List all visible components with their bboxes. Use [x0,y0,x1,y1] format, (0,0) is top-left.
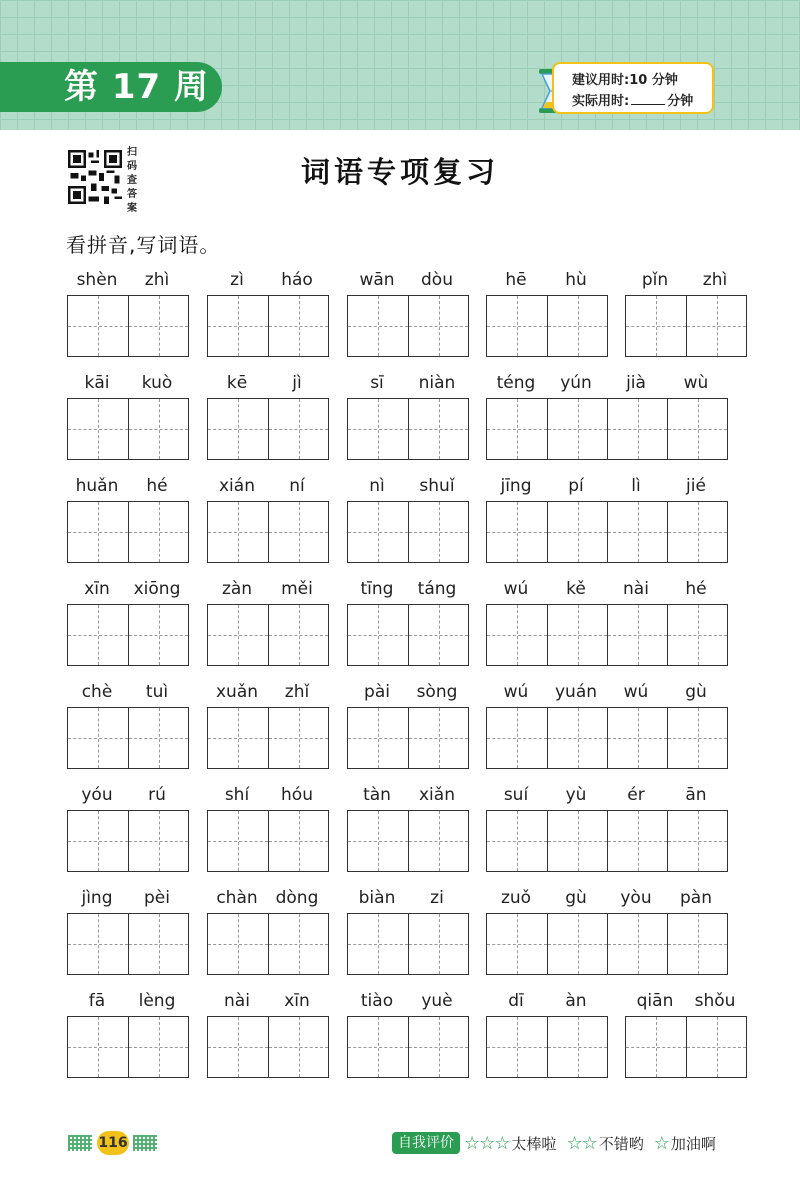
tianzige-box-row [347,707,469,769]
tianzige-cell[interactable] [547,399,607,459]
tianzige-cell[interactable] [667,811,727,871]
tianzige-cell[interactable] [348,811,408,871]
header-grid-background [0,0,800,130]
pinyin-syllable: lì [631,476,641,496]
tianzige-cell[interactable] [208,811,268,871]
star-icon[interactable]: ☆☆☆ [464,1132,510,1154]
tianzige-box-row [486,913,728,975]
pinyin-syllable: nài [224,991,250,1011]
tianzige-cell[interactable] [667,708,727,768]
qr-label: 扫码查答案 [127,147,137,214]
tianzige-cell[interactable] [686,296,746,356]
tianzige-cell[interactable] [268,1017,328,1077]
tianzige-cell[interactable] [268,708,328,768]
pinyin-syllable: kě [566,579,586,599]
pinyin-syllable: yóu [81,785,113,805]
tianzige-cell[interactable] [487,914,547,974]
tianzige-box-row [67,707,189,769]
tianzige-cell[interactable] [408,605,468,665]
pinyin-syllable: nì [369,476,385,496]
tianzige-cell[interactable] [408,708,468,768]
tianzige-cell[interactable] [487,502,547,562]
tianzige-cell[interactable] [607,811,667,871]
pinyin-syllable: hē [505,270,527,290]
pinyin-syllable: wú [503,579,529,599]
tianzige-cell[interactable] [408,296,468,356]
pinyin-syllable: jīng [500,476,532,496]
star-icon[interactable]: ☆☆ [566,1132,597,1154]
pinyin-syllable: zi [430,888,444,908]
tianzige-cell[interactable] [547,296,607,356]
tianzige-cell[interactable] [68,296,128,356]
eval-text-great: 太棒啦 [511,1134,557,1153]
time-actual-suffix: 分钟 [667,94,694,109]
tianzige-cell[interactable] [686,1017,746,1077]
pinyin-syllable: yún [560,373,592,393]
tianzige-cell[interactable] [408,914,468,974]
tianzige-cell[interactable] [208,708,268,768]
page-title: 词语专项复习 [300,155,499,189]
tianzige-cell[interactable] [487,708,547,768]
pinyin-syllable: jìng [81,888,113,908]
tianzige-cell[interactable] [68,502,128,562]
tianzige-cell[interactable] [547,914,607,974]
self-evaluation-label: 自我评价 [392,1132,460,1154]
tianzige-cell[interactable] [128,605,188,665]
pinyin-syllable: zàn [221,579,253,599]
pinyin-syllable: yù [565,785,587,805]
pinyin-syllable: shí [224,785,250,805]
tianzige-cell[interactable] [487,811,547,871]
tianzige-cell[interactable] [268,811,328,871]
tianzige-cell[interactable] [128,811,188,871]
tianzige-cell[interactable] [348,605,408,665]
pinyin-syllable: gù [565,888,587,908]
pinyin-syllable: wù [683,373,709,393]
pinyin-syllable: xuǎn [215,682,259,702]
tianzige-cell[interactable] [547,502,607,562]
pinyin-syllable: niàn [418,373,456,393]
tianzige-cell[interactable] [68,914,128,974]
pinyin-syllable: pǐn [641,270,669,290]
tianzige-cell[interactable] [128,914,188,974]
page-deco-right [133,1135,157,1151]
pinyin-syllable: wú [503,682,529,702]
tianzige-box-row [347,913,469,975]
tianzige-cell[interactable] [607,914,667,974]
tianzige-cell[interactable] [208,914,268,974]
tianzige-cell[interactable] [487,1017,547,1077]
pinyin-syllable: biàn [358,888,396,908]
tianzige-cell[interactable] [547,811,607,871]
tianzige-cell[interactable] [268,605,328,665]
pinyin-syllable: fā [88,991,106,1011]
instruction-text: 看拼音,写词语。 [66,233,221,257]
tianzige-box-row [67,398,189,460]
pinyin-syllable: yuè [421,991,453,1011]
pinyin-syllable: xiōng [133,579,181,599]
tianzige-cell[interactable] [607,708,667,768]
tianzige-cell[interactable] [348,708,408,768]
tianzige-cell[interactable] [547,708,607,768]
tianzige-cell[interactable] [348,502,408,562]
pinyin-syllable: xīn [284,991,310,1011]
tianzige-cell[interactable] [626,296,686,356]
tianzige-box-row [67,295,189,357]
pinyin-syllable: wān [359,270,395,290]
pinyin-syllable: wú [623,682,649,702]
pinyin-syllable: kē [226,373,248,393]
tianzige-cell[interactable] [68,708,128,768]
self-evaluation [392,1131,726,1155]
tianzige-box-row [486,398,728,460]
pinyin-syllable: jié [686,476,706,496]
star-icon[interactable]: ☆ [653,1132,669,1154]
pinyin-syllable: chàn [216,888,258,908]
pinyin-syllable: kāi [84,373,110,393]
tianzige-cell[interactable] [348,296,408,356]
pinyin-syllable: huǎn [75,476,119,496]
pinyin-syllable: pí [568,476,584,496]
pinyin-syllable: dòng [275,888,319,908]
tianzige-cell[interactable] [208,399,268,459]
tianzige-box-row [347,810,469,872]
tianzige-cell[interactable] [268,296,328,356]
tianzige-cell[interactable] [68,605,128,665]
tianzige-cell[interactable] [667,605,727,665]
page-number: 116 [97,1131,129,1155]
tianzige-box-row [67,1016,189,1078]
tianzige-box-row [347,501,469,563]
pinyin-syllable: hé [685,579,707,599]
tianzige-box-row [67,501,189,563]
pinyin-syllable: nài [623,579,649,599]
tianzige-cell[interactable] [268,399,328,459]
tianzige-box-row [207,501,329,563]
tianzige-box-row [207,604,329,666]
pinyin-syllable: zhǐ [284,682,310,702]
qr-code-icon[interactable] [68,150,122,204]
pinyin-syllable: ān [685,785,707,805]
eval-text-good: 不错哟 [598,1134,644,1153]
tianzige-box-row [486,810,728,872]
pinyin-syllable: pèi [144,888,170,908]
tianzige-box-row [207,707,329,769]
pinyin-syllable: kuò [141,373,173,393]
tianzige-box-row [486,501,728,563]
tianzige-cell[interactable] [408,399,468,459]
week-banner: 第 17 周 [0,62,222,112]
pinyin-syllable: shèn [76,270,118,290]
tianzige-cell[interactable] [208,1017,268,1077]
pinyin-syllable: tàn [363,785,391,805]
time-suggested: 建议用时:10 分钟 [572,73,678,88]
tianzige-cell[interactable] [68,399,128,459]
pinyin-syllable: yuán [554,682,598,702]
pinyin-syllable: hóu [281,785,313,805]
pinyin-syllable: jì [292,373,302,393]
eval-text-keep-going: 加油啊 [670,1134,716,1153]
tianzige-box-row [486,1016,608,1078]
pinyin-syllable: táng [417,579,457,599]
tianzige-cell[interactable] [607,399,667,459]
tianzige-box-row [347,1016,469,1078]
pinyin-syllable: sī [370,373,384,393]
tianzige-cell[interactable] [667,399,727,459]
tianzige-cell[interactable] [408,811,468,871]
tianzige-cell[interactable] [348,399,408,459]
tianzige-cell[interactable] [128,399,188,459]
pinyin-syllable: shǒu [694,991,736,1011]
pinyin-syllable: sòng [416,682,458,702]
time-box [552,62,714,114]
tianzige-cell[interactable] [487,605,547,665]
tianzige-cell[interactable] [547,605,607,665]
tianzige-cell[interactable] [128,708,188,768]
pinyin-syllable: lèng [138,991,176,1011]
tianzige-box-row [67,604,189,666]
tianzige-cell[interactable] [268,502,328,562]
tianzige-cell[interactable] [208,296,268,356]
tianzige-box-row [347,295,469,357]
page-deco-left [68,1135,92,1151]
tianzige-cell[interactable] [626,1017,686,1077]
tianzige-cell[interactable] [667,502,727,562]
pinyin-syllable: tuì [145,682,169,702]
tianzige-box-row [207,398,329,460]
pinyin-syllable: suí [503,785,529,805]
pinyin-syllable: dī [508,991,524,1011]
tianzige-cell[interactable] [348,1017,408,1077]
tianzige-box-row [67,913,189,975]
tianzige-cell[interactable] [268,914,328,974]
pinyin-syllable: téng [496,373,536,393]
time-actual-blank[interactable] [631,93,665,105]
tianzige-box-row [486,604,728,666]
tianzige-cell[interactable] [547,1017,607,1077]
pinyin-syllable: qiān [636,991,674,1011]
pinyin-syllable: zì [230,270,244,290]
tianzige-box-row [207,1016,329,1078]
pinyin-syllable: měi [281,579,313,599]
tianzige-cell[interactable] [128,296,188,356]
pinyin-syllable: ní [289,476,305,496]
tianzige-cell[interactable] [68,811,128,871]
tianzige-box-row [207,295,329,357]
tianzige-cell[interactable] [128,502,188,562]
pinyin-syllable: xīn [84,579,110,599]
time-actual [572,90,693,109]
tianzige-box-row [625,1016,747,1078]
pinyin-syllable: yòu [620,888,652,908]
pinyin-syllable: háo [281,270,313,290]
pinyin-syllable: tiào [360,991,394,1011]
pinyin-syllable: dòu [421,270,453,290]
tianzige-box-row [347,604,469,666]
tianzige-cell[interactable] [607,502,667,562]
tianzige-box-row [207,913,329,975]
pinyin-syllable: xiǎn [419,785,455,805]
tianzige-box-row [207,810,329,872]
tianzige-cell[interactable] [208,502,268,562]
tianzige-box-row [486,295,608,357]
pinyin-syllable: chè [81,682,113,702]
pinyin-syllable: gù [685,682,707,702]
pinyin-syllable: hù [565,270,587,290]
pinyin-syllable: shuǐ [419,476,455,496]
tianzige-cell[interactable] [348,914,408,974]
pinyin-syllable: pài [364,682,390,702]
tianzige-box-row [625,295,747,357]
pinyin-syllable: jià [626,373,646,393]
tianzige-cell[interactable] [487,399,547,459]
pinyin-syllable: rú [148,785,166,805]
tianzige-cell[interactable] [607,605,667,665]
tianzige-cell[interactable] [667,914,727,974]
tianzige-cell[interactable] [487,296,547,356]
pinyin-syllable: zhì [144,270,170,290]
tianzige-box-row [67,810,189,872]
pinyin-syllable: tīng [360,579,394,599]
tianzige-cell[interactable] [208,605,268,665]
tianzige-cell[interactable] [128,1017,188,1077]
tianzige-cell[interactable] [408,502,468,562]
tianzige-box-row [486,707,728,769]
tianzige-box-row [347,398,469,460]
tianzige-cell[interactable] [68,1017,128,1077]
pinyin-syllable: zuǒ [500,888,532,908]
pinyin-syllable: zhì [702,270,728,290]
page-number-badge [68,1131,158,1155]
pinyin-syllable: pàn [680,888,712,908]
time-actual-prefix: 实际用时: [572,94,630,109]
tianzige-cell[interactable] [408,1017,468,1077]
pinyin-syllable: hé [146,476,168,496]
pinyin-syllable: àn [565,991,587,1011]
pinyin-syllable: ér [627,785,645,805]
pinyin-syllable: xián [219,476,255,496]
